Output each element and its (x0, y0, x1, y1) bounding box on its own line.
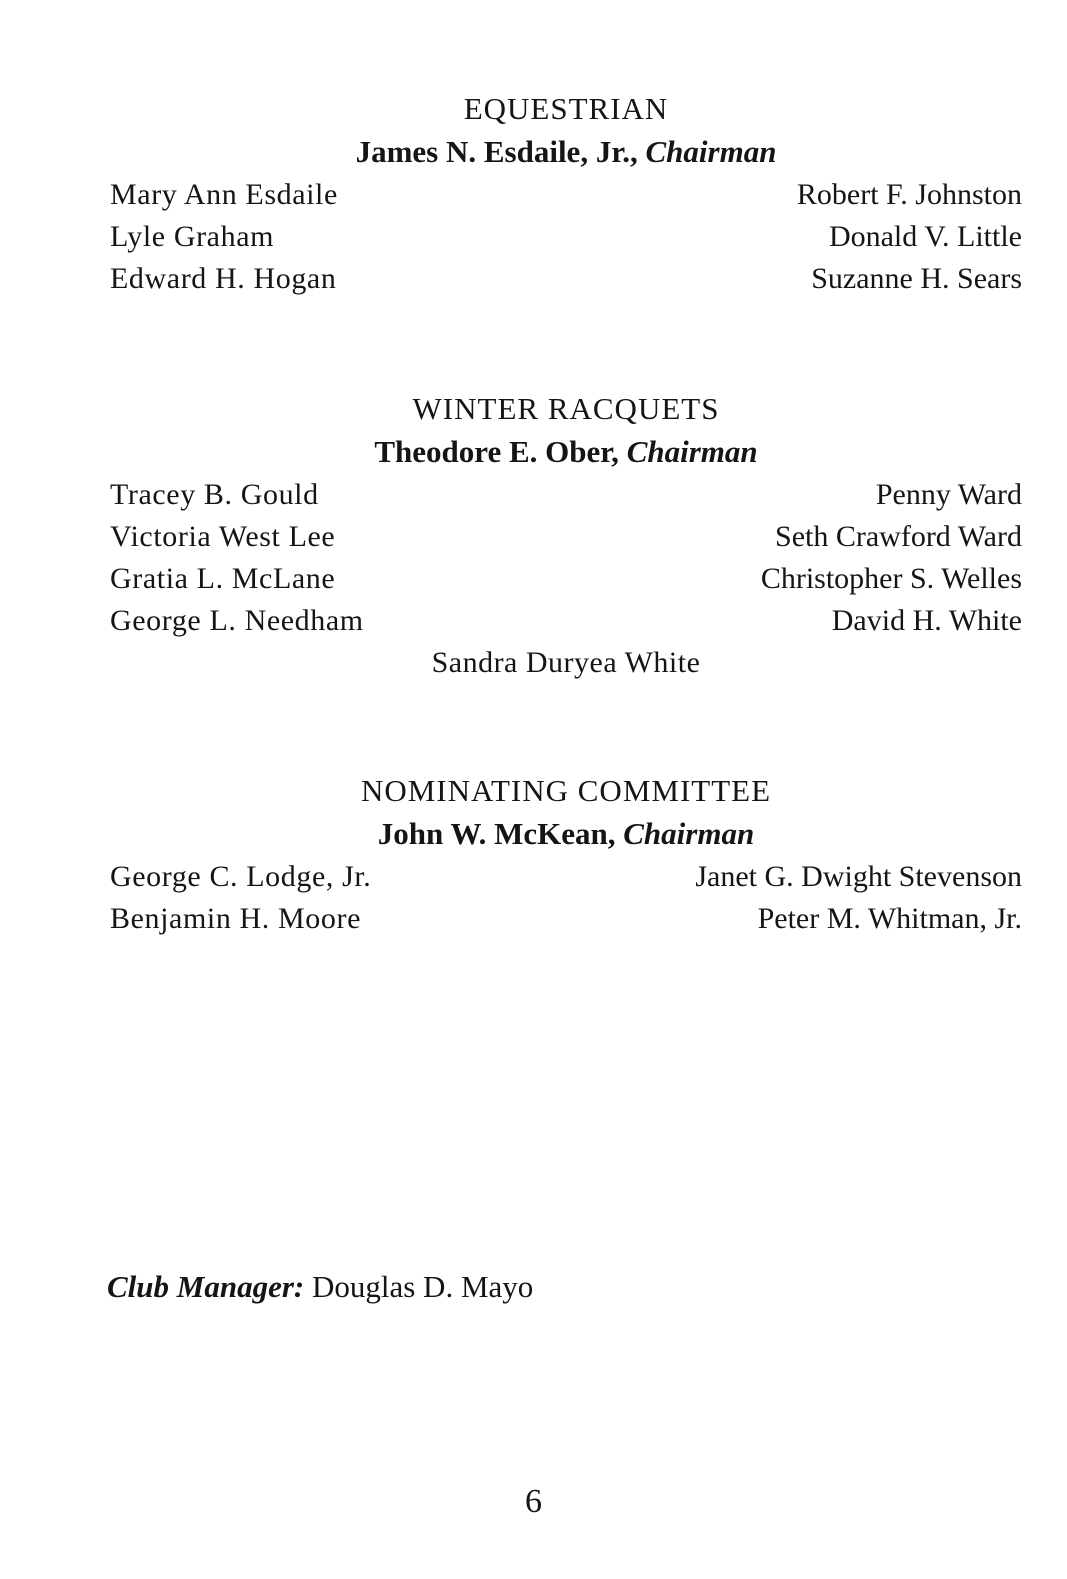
member-name-centered: Sandra Duryea White (431, 646, 701, 679)
section-winter-racquets (110, 388, 1022, 684)
member-column-right (761, 474, 1022, 642)
page-number: 6 (525, 1483, 542, 1520)
member-name: Janet G. Dwight Stevenson (695, 860, 1022, 893)
member-name: Tracey B. Gould (110, 478, 319, 511)
chairman-role: Chairman (645, 134, 777, 169)
member-name: Robert F. Johnston (796, 178, 1022, 211)
chairman-role: Chairman (623, 816, 755, 851)
member-columns (110, 856, 1022, 940)
chairman-role: Chairman (626, 434, 758, 469)
section-equestrian (110, 88, 1022, 300)
member-name: Christopher S. Welles (760, 562, 1022, 595)
member-column-right (695, 856, 1022, 940)
chairman-line (110, 812, 1022, 856)
section-nominating-committee (110, 770, 1022, 940)
member-name: George L. Needham (110, 604, 364, 637)
club-manager-label: Club Manager: (107, 1269, 305, 1304)
chairman-line (110, 430, 1022, 474)
member-name: Edward H. Hogan (110, 262, 337, 295)
section-title: NOMINATING COMMITTEE (360, 773, 772, 808)
member-name: Penny Ward (875, 478, 1022, 511)
chairman-name: John W. McKean, (377, 816, 616, 851)
member-column-left (110, 856, 371, 940)
member-name: Benjamin H. Moore (110, 902, 361, 935)
member-column-left (110, 474, 364, 642)
member-column-right (797, 174, 1022, 300)
chairman-name: Theodore E. Ober, (374, 434, 619, 469)
section-title: EQUESTRIAN (463, 91, 669, 126)
member-name: Lyle Graham (110, 220, 275, 253)
chairman-name: James N. Esdaile, Jr., (355, 134, 638, 169)
member-name: Mary Ann Esdaile (110, 178, 338, 211)
member-name: Suzanne H. Sears (811, 262, 1022, 295)
member-name: Donald V. Little (828, 220, 1022, 253)
member-name: George C. Lodge, Jr. (110, 860, 372, 893)
member-name: Victoria West Lee (110, 520, 336, 553)
member-column-left (110, 174, 338, 300)
member-name: Peter M. Whitman, Jr. (757, 902, 1022, 935)
member-name: Gratia L. McLane (110, 562, 336, 595)
member-columns (110, 474, 1022, 642)
member-columns (110, 174, 1022, 300)
club-manager-name: Douglas D. Mayo (311, 1269, 534, 1304)
section-title: WINTER RACQUETS (412, 391, 720, 426)
club-manager-line (107, 1265, 533, 1309)
member-name: David H. White (831, 604, 1022, 637)
chairman-line (110, 130, 1022, 174)
member-name: Seth Crawford Ward (775, 520, 1022, 553)
